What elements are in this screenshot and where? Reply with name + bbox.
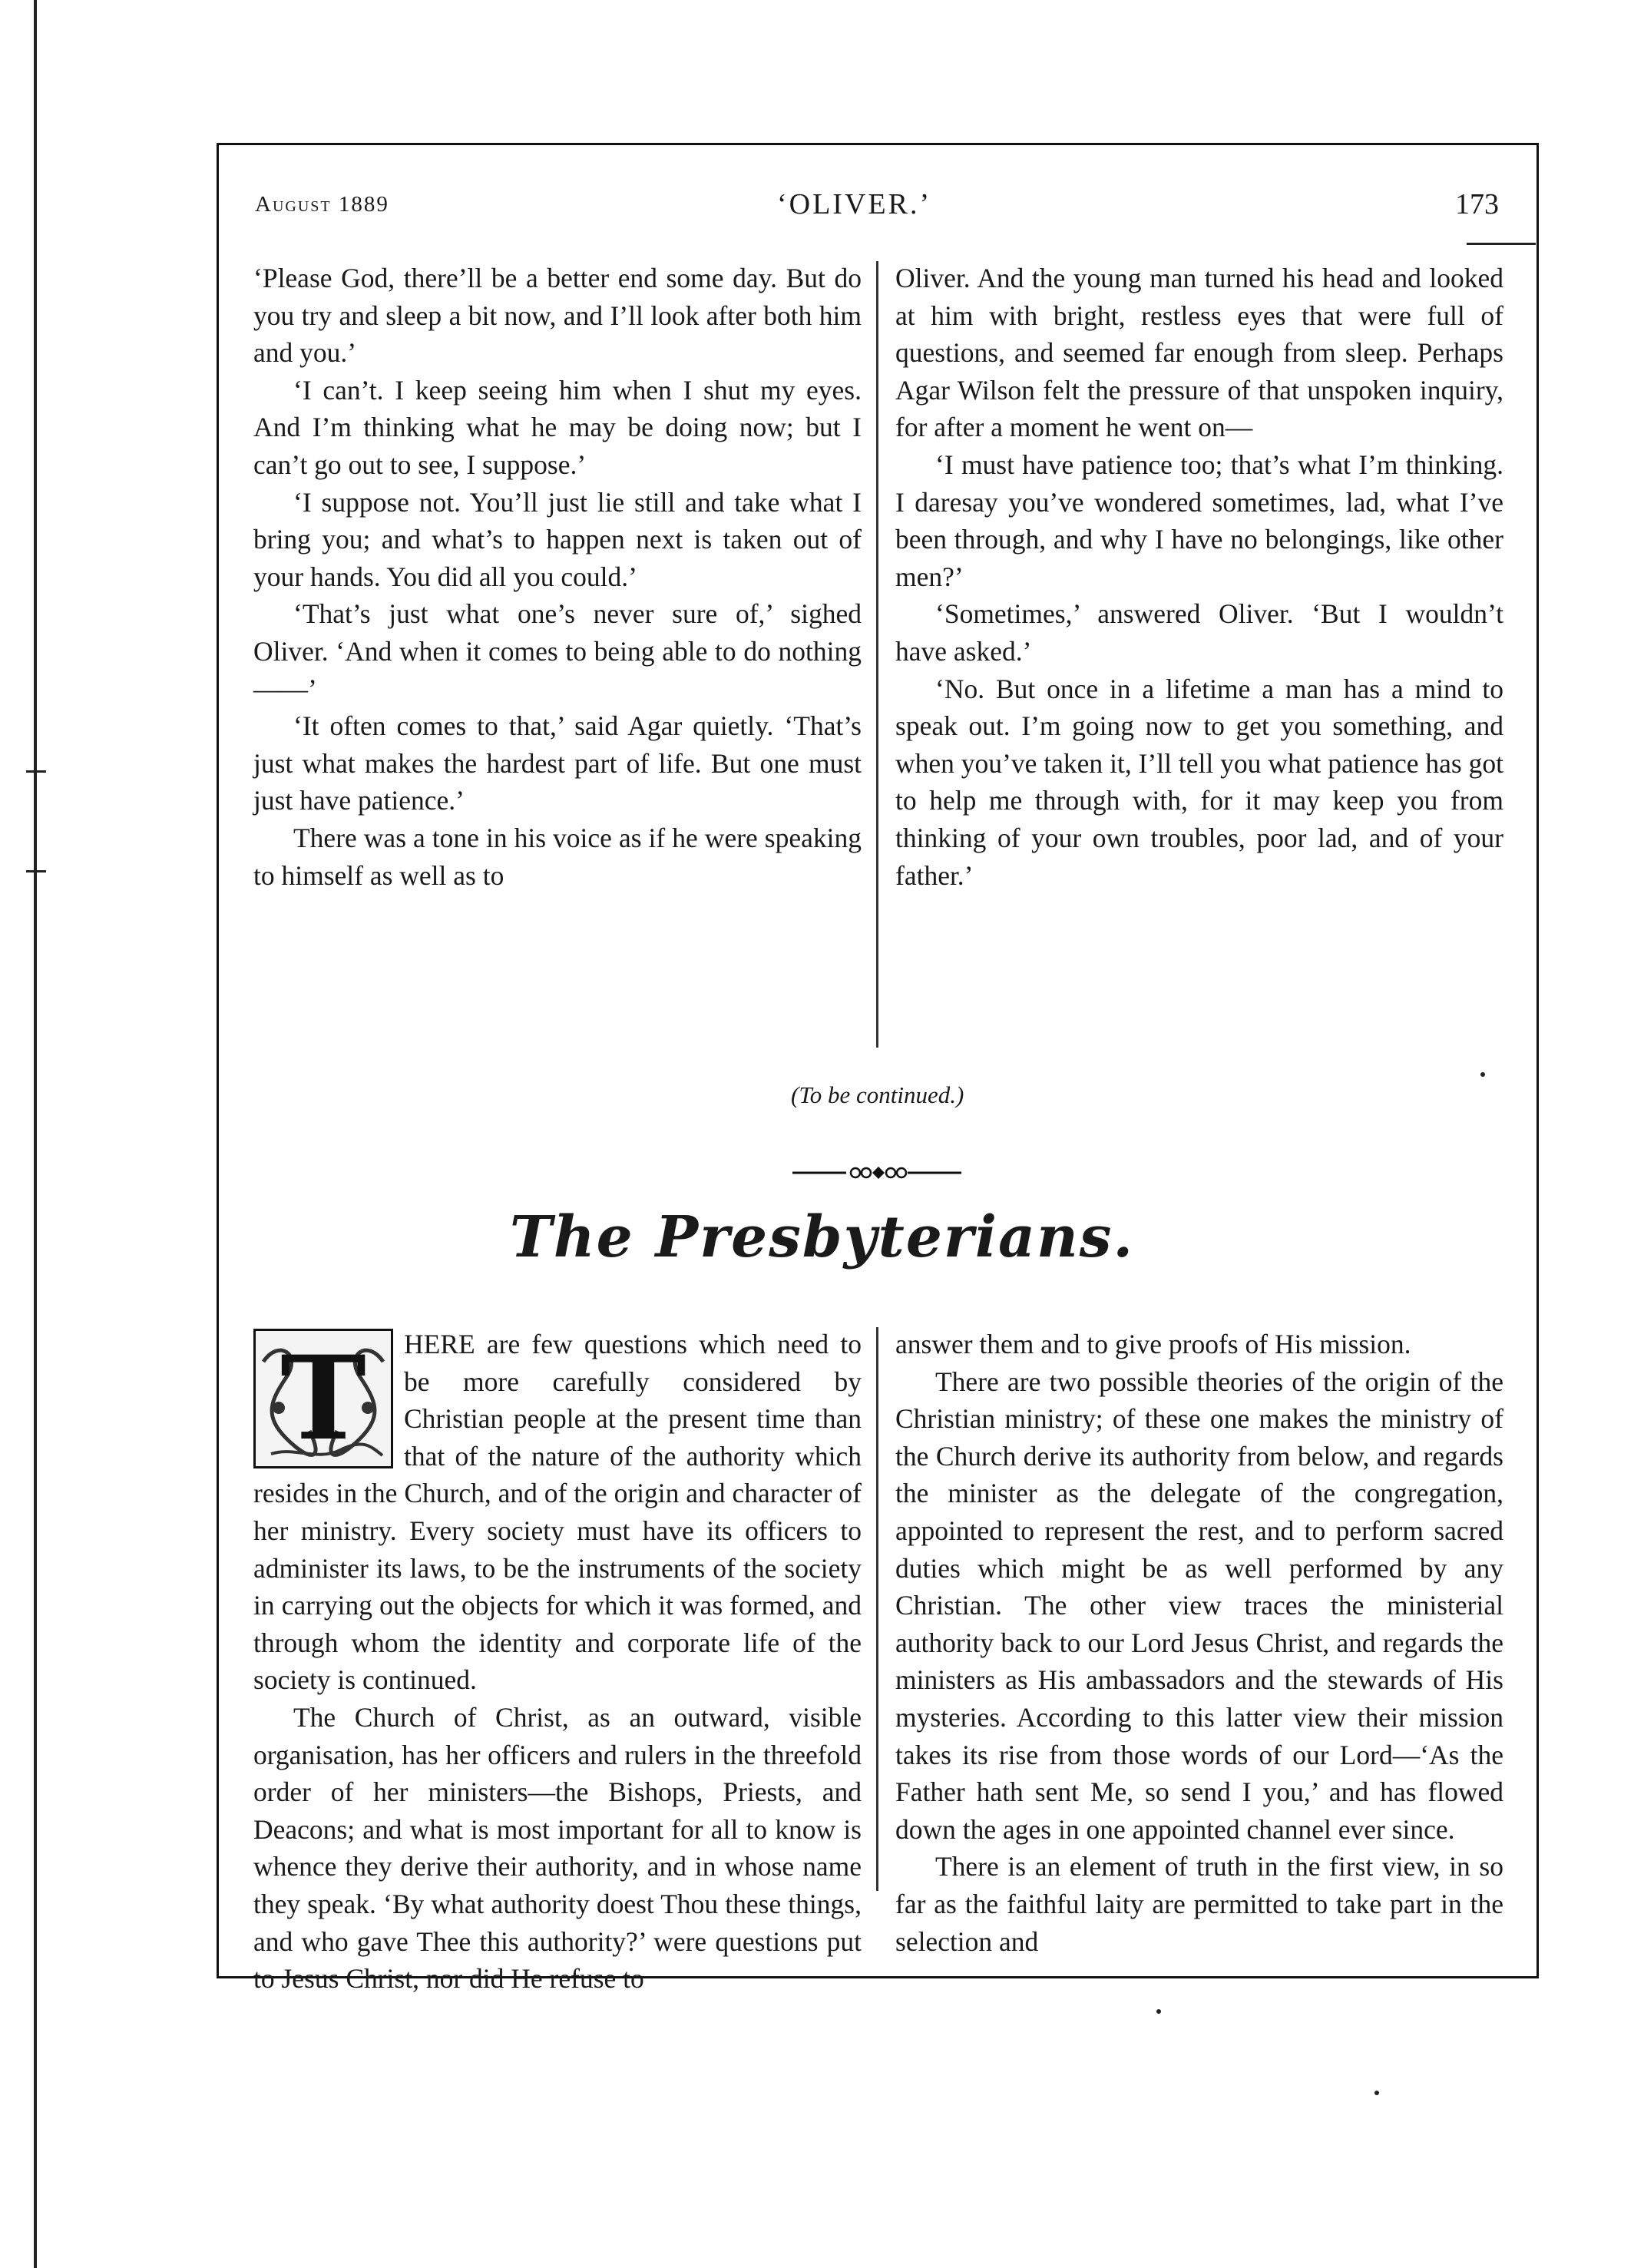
head-rule <box>1467 243 1536 245</box>
paragraph: ‘I can’t. I keep seeing him when I shut my eyes. And I’m thinking what he may be doing now; but I can’t go out to see, I suppose.’ <box>253 374 862 480</box>
running-head-title: ‘OLIVER.’ <box>777 188 932 220</box>
article-title: The Presbyterians. <box>509 1204 1135 1270</box>
stray-mark <box>1374 2091 1379 2095</box>
binding-tick <box>26 770 46 773</box>
stray-mark <box>1156 2009 1161 2014</box>
column-divider <box>876 261 878 1048</box>
oliver-right-column <box>895 260 1503 894</box>
paragraph: ‘Please God, there’ll be a better end some day. But do you try and sleep a bit now, and I’ll look after both him and you.’ <box>253 263 862 369</box>
paragraph: There was a tone in his voice as if he were speaking to himself as well as to <box>253 822 862 891</box>
to-be-continued-note: (To be continued.) <box>791 1081 964 1108</box>
paragraph: Oliver. And the young man turned his head and looked at him with bright, restless eyes that were full of questions, and seemed far enough from sleep. Perhaps Agar Wilson felt the pressure of that unspoken inquiry, for after a moment he went on— <box>895 263 1503 443</box>
oliver-left-column <box>253 260 862 894</box>
presbyterians-right-column <box>895 1326 1503 1960</box>
binding-tick <box>26 870 46 872</box>
column-divider <box>876 1327 878 1891</box>
binding-rule <box>34 0 37 2268</box>
paragraph: ‘It often comes to that,’ said Agar quietly. ‘That’s just what makes the hardest part of life. But one must just have patience.’ <box>253 710 862 816</box>
dropcap-letter: T <box>280 1331 366 1466</box>
paragraph: ‘That’s just what one’s never sure of,’ sighed Oliver. ‘And when it comes to being able to do nothing——’ <box>253 598 862 704</box>
paragraph: HERE are few questions which need to be more carefully considered by Christian people at the present time than that of the nature of the authority which resides in the Church, and of the origin and character of her ministry. Every society must have its officers to administer its laws, to be the instruments of the society in carrying out the objects for which it was formed, and through whom the identity and corporate life of the society is continued. <box>253 1329 862 1696</box>
decorated-initial <box>253 1329 393 1468</box>
paragraph: There is an element of truth in the first view, in so far as the faithful laity are permitted to take part in the selection and <box>895 1851 1503 1957</box>
paragraph: There are two possible theories of the origin of the Christian ministry; of these one makes the ministry of the Church derive its authority from below, and regards the minister as the delegate of the congregation, appointed to represent the rest, and to perform sacred duties which might be as well performed by any Christian. The other view traces the ministerial authority back to our Lord Jesus Christ, and regards the ministers as His ambassadors and the stewards of His mysteries. According to this latter view their mission takes its rise from those words of our Lord—‘As the Father hath sent Me, so send I you,’ and has flowed down the ages in one appointed channel ever since. <box>895 1366 1503 1845</box>
ornament-divider-icon <box>792 1161 961 1184</box>
paragraph: ‘Sometimes,’ answered Oliver. ‘But I wouldn’t have asked.’ <box>895 598 1503 667</box>
running-head <box>255 187 1499 226</box>
running-head-date: August 1889 <box>255 192 389 217</box>
paragraph: ‘I suppose not. You’ll just lie still and take what I bring you; and what’s to happen next is taken out of your hands. You did all you could.’ <box>253 486 862 592</box>
paragraph: ‘I must have patience too; that’s what I’m thinking. I daresay you’ve wondered sometimes, lad, what I’ve been through, and why I have no belongings, like other men?’ <box>895 449 1503 592</box>
paragraph: The Church of Christ, as an outward, visible organisation, has her officers and rulers in the threefold order of her ministers—the Bishops, Priests, and Deacons; and what is most important for all to know is whence they derive their authority, and in whose name they speak. ‘By what authority doest Thou these things, and who gave Thee this authority?’ were questions put to Jesus Christ, nor did He refuse to <box>253 1701 862 1995</box>
paragraph: answer them and to give proofs of His mission. <box>895 1329 1411 1359</box>
page-number: 173 <box>1455 188 1499 220</box>
paragraph: ‘No. But once in a lifetime a man has a mind to speak out. I’m going now to get you something, and when you’ve taken it, I’ll tell you what patience has got to help me through with, for it may keep you from thinking of your own troubles, poor lad, and of your father.’ <box>895 673 1503 891</box>
stray-mark <box>1480 1072 1485 1077</box>
presbyterians-left-column <box>253 1326 862 1998</box>
